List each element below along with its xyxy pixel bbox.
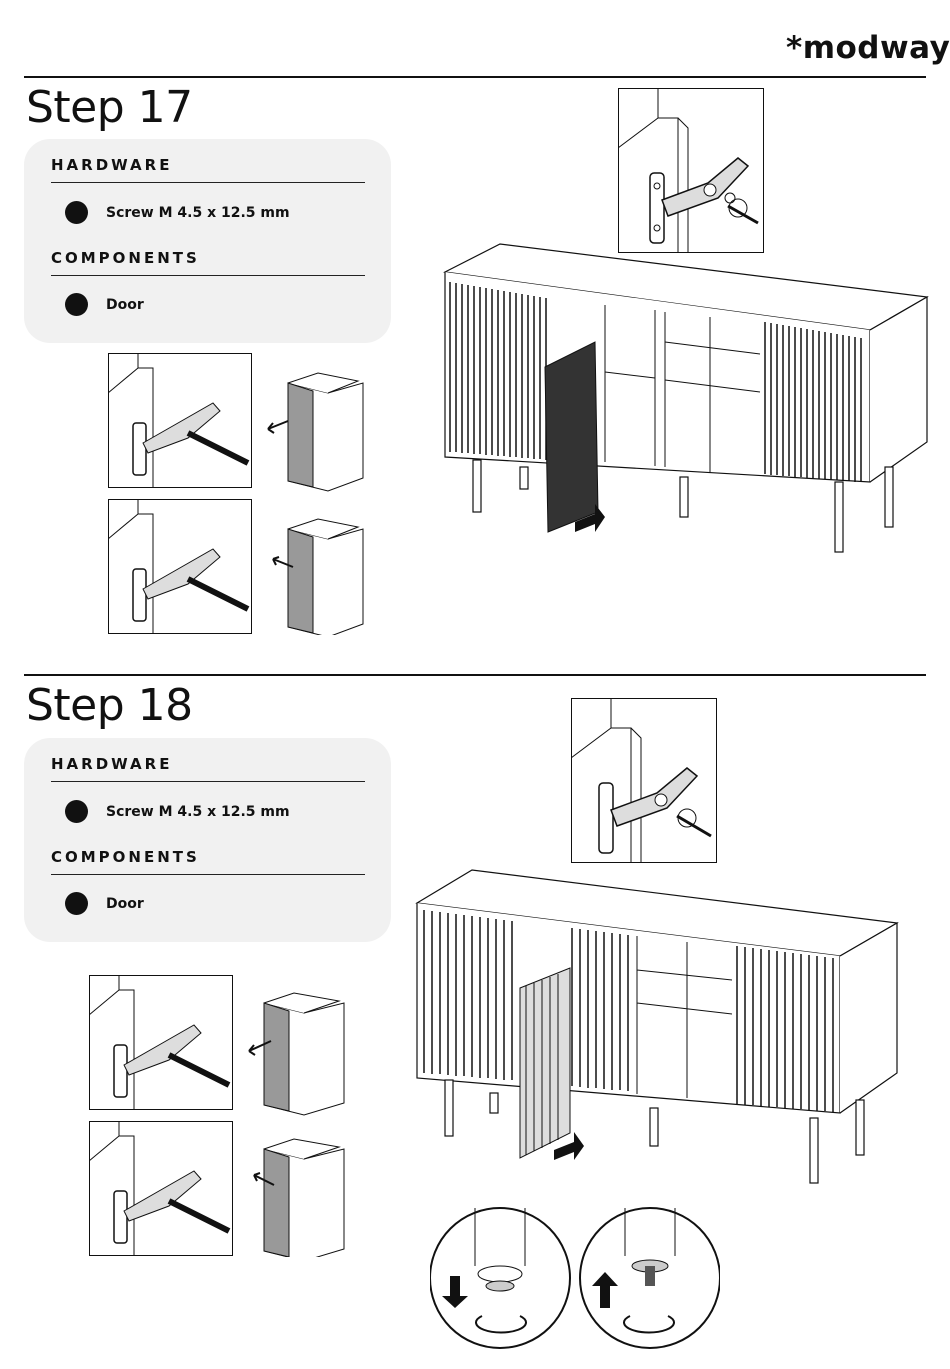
brand-logo: *modway: [786, 30, 950, 66]
step-18-parts-panel: [24, 738, 391, 942]
hardware-heading: HARDWARE: [51, 156, 365, 183]
header-divider: [24, 76, 926, 78]
bullet-icon: [65, 800, 88, 823]
hardware-item-label: Screw M 4.5 x 12.5 mm: [106, 204, 290, 221]
component-item-label: Door: [106, 895, 144, 912]
components-heading: COMPONENTS: [51, 848, 365, 875]
hardware-item: [65, 800, 290, 823]
bullet-icon: [65, 293, 88, 316]
sideboard-illustration: [412, 868, 902, 1186]
bullet-icon: [65, 201, 88, 224]
hinge-adjustment-illustration: [89, 975, 351, 1257]
step-divider: [24, 674, 926, 676]
component-item: [65, 892, 144, 915]
hinge-detail-illustration: [618, 88, 764, 253]
component-item: [65, 293, 144, 316]
sideboard-illustration: [440, 242, 930, 560]
components-heading: COMPONENTS: [51, 249, 365, 276]
hardware-heading: HARDWARE: [51, 755, 365, 782]
leveling-foot-illustration: [430, 1206, 720, 1350]
hinge-adjustment-illustration: [108, 353, 368, 635]
hardware-item: [65, 201, 290, 224]
step-18-title: Step 18: [26, 680, 193, 731]
hardware-item-label: Screw M 4.5 x 12.5 mm: [106, 803, 290, 820]
hinge-detail-illustration: [571, 698, 717, 863]
component-item-label: Door: [106, 296, 144, 313]
bullet-icon: [65, 892, 88, 915]
step-17-title: Step 17: [26, 82, 193, 133]
step-17-parts-panel: [24, 139, 391, 343]
